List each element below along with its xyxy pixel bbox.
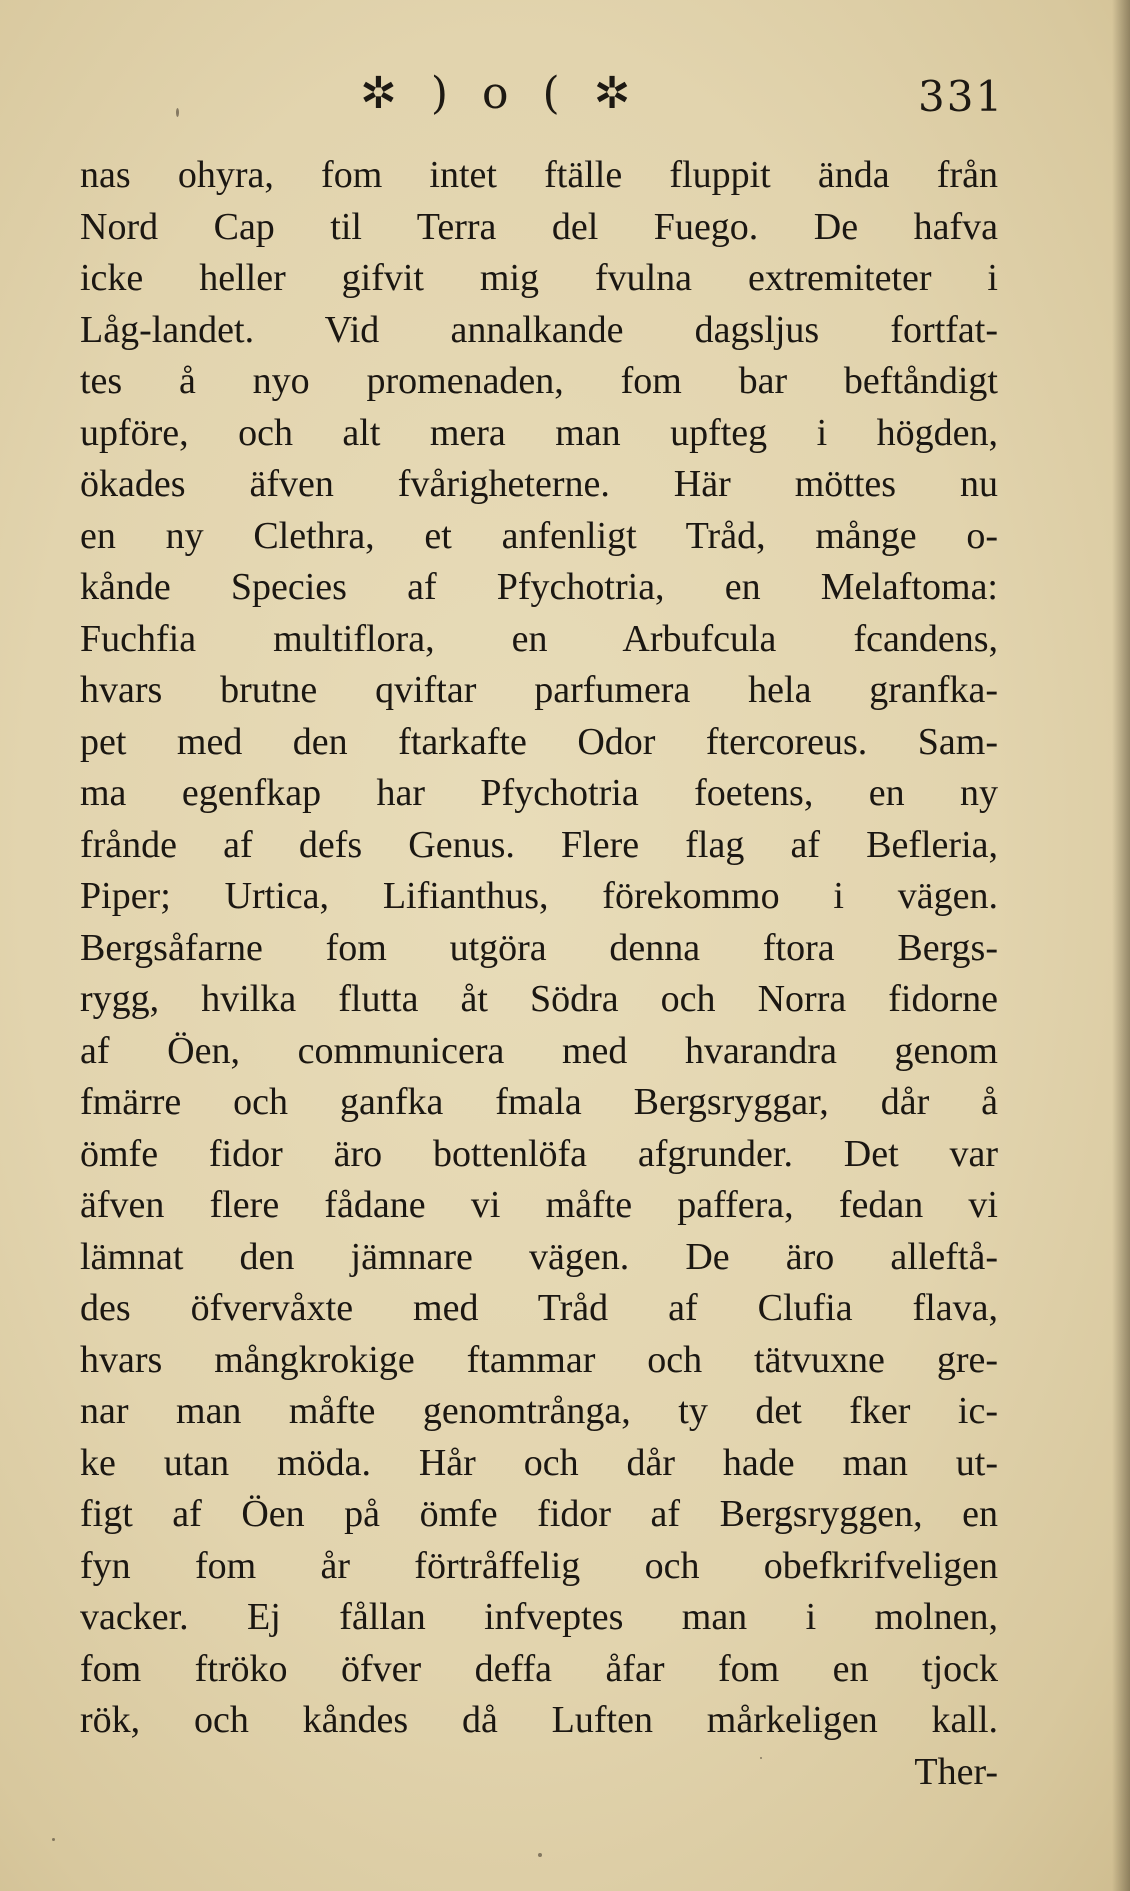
text-line: Fuchfia multiflora, en Arbufcula fcandens, — [80, 617, 998, 660]
paper-speck — [760, 1757, 762, 1759]
running-head: ✲ ) o ( ✲ — [360, 68, 641, 119]
text-line: fyn fom år förtråffelig och obefkrifveligen — [80, 1544, 998, 1587]
text-line: Nord Cap til Terra del Fuego. De hafva — [80, 205, 998, 248]
paper-speck — [538, 1853, 542, 1857]
text-line: äfven flere fådane vi måfte paffera, fedan vi — [80, 1184, 998, 1226]
text-line: rygg, hvilka flutta åt Södra och Norra fidorne — [80, 978, 998, 1020]
text-line: rök, och kåndes då Luften mårkeligen kall. — [80, 1699, 998, 1741]
text-line: Låg-landet. Vid annalkande dagsljus fortfat- — [80, 308, 998, 351]
text-line: Piper; Urtica, Lifianthus, förekommo i vägen. — [80, 875, 998, 917]
text-line: hvars mångkrokige ftammar och tätvuxne gre- — [80, 1338, 998, 1381]
paper-speck — [176, 108, 179, 117]
text-line: ökades äfven fvårigheterne. Här möttes nu — [80, 463, 998, 505]
catchword: Ther- — [914, 1750, 998, 1793]
text-line: ma egenfkap har Pfychotria foetens, en ny — [80, 772, 998, 814]
text-line: fom ftröko öfver deffa åfar fom en tjock — [80, 1647, 998, 1690]
text-line: fmärre och ganfka fmala Bergsryggar, dår å — [80, 1081, 998, 1123]
text-line: hvars brutne qviftar parfumera hela granfka- — [80, 669, 998, 711]
text-line: kånde Species af Pfychotria, en Melaftoma: — [80, 566, 998, 608]
text-line: ke utan möda. Hår och dår hade man ut- — [80, 1441, 998, 1484]
page-number: 331 — [918, 72, 1005, 121]
text-line: en ny Clethra, et anfenligt Tråd, månge o- — [80, 514, 998, 557]
text-line: ömfe fidor äro bottenlöfa afgrunder. Det var — [80, 1132, 998, 1175]
text-line: lämnat den jämnare vägen. De äro alleftå- — [80, 1235, 998, 1278]
text-line: tes å nyo promenaden, fom bar beftåndigt — [80, 360, 998, 402]
text-line: nar man måfte genomtrånga, ty det fker ic- — [80, 1390, 998, 1432]
text-line: pet med den ftarkafte Odor ftercoreus. Sam- — [80, 720, 998, 763]
text-line: figt af Öen på ömfe fidor af Bergsryggen, en — [80, 1493, 998, 1535]
text-line: frånde af defs Genus. Flere flag af Befleria, — [80, 823, 998, 866]
body-text — [80, 150, 998, 1798]
page-edge-shadow — [1112, 0, 1130, 1891]
text-line: upföre, och alt mera man upfteg i högden, — [80, 411, 998, 454]
text-line: vacker. Ej fållan infveptes man i molnen, — [80, 1596, 998, 1638]
page-header — [0, 68, 1130, 128]
text-line: af Öen, communicera med hvarandra genom — [80, 1029, 998, 1072]
text-line: des öfvervåxte med Tråd af Clufia flava, — [80, 1287, 998, 1329]
text-line: nas ohyra, fom intet ftälle fluppit ända från — [80, 154, 998, 196]
text-line: Bergsåfarne fom utgöra denna ftora Bergs- — [80, 926, 998, 969]
text-line: icke heller gifvit mig fvulna extremiteter i — [80, 257, 998, 299]
paper-speck — [52, 1838, 55, 1841]
